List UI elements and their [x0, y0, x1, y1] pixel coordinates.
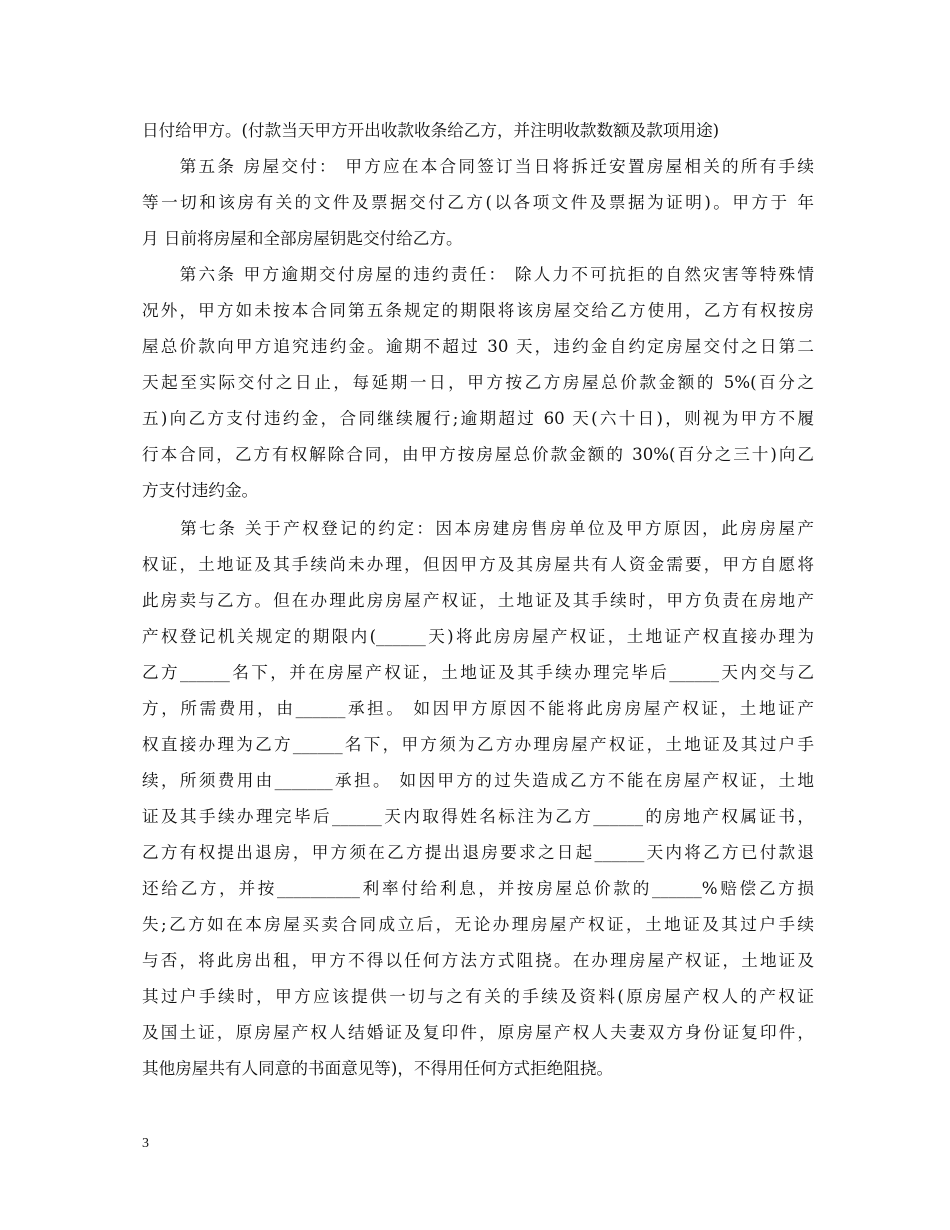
text-line: 日付给甲方。(付款当天甲方开出收款收条给乙方，并注明收款数额及款项用途) — [142, 121, 720, 140]
text-line: 与否，将此房出租，甲方不得以任何方法方式阻挠。在办理房屋产权证，土地证及 — [142, 951, 814, 970]
text-line: 第五条 房屋交付： 甲方应在本合同签订当日将拆迁安置房屋相关的所有手续 — [142, 157, 814, 176]
text-line: 方，所需费用，由______承担。 如因甲方原因不能将此房房屋产权证，土地证产 — [142, 699, 814, 718]
text-line: 失;乙方如在本房屋买卖合同成立后，无论办理房屋产权证，土地证及其过户手续 — [142, 915, 814, 934]
text-line: 其他房屋共有人同意的书面意见等)，不得用任何方式拒绝阻挠。 — [142, 1059, 614, 1078]
text-line: 屋总价款向甲方追究违约金。逾期不超过 30 天，违约金自约定房屋交付之日第二 — [142, 337, 814, 356]
text-line: 行本合同，乙方有权解除合同，由甲方按房屋总价款金额的 30%(百分之三十)向乙 — [142, 445, 814, 464]
text-line: 乙方有权提出退房，甲方须在乙方提出退房要求之日起______天内将乙方已付款退 — [142, 843, 814, 862]
text-line: 天起至实际交付之日止，每延期一日，甲方按乙方房屋总价款金额的 5%(百分之 — [142, 373, 814, 392]
paragraph-article-6-breach — [142, 257, 814, 509]
text-line: 第七条 关于产权登记的约定：因本房建房售房单位及甲方原因，此房房屋产 — [142, 519, 814, 538]
text-line: 权证，土地证及其手续尚未办理，但因甲方及其房屋共有人资金需要，甲方自愿将 — [142, 555, 814, 574]
text-line: 五)向乙方支付违约金，合同继续履行;逾期超过 60 天(六十日)，则视为甲方不履 — [142, 409, 814, 428]
text-line: 等一切和该房有关的文件及票据交付乙方(以各项文件及票据为证明)。甲方于 年 — [142, 193, 814, 212]
text-line: 产权登记机关规定的期限内(______天)将此房房屋产权证，土地证产权直接办理为 — [142, 627, 814, 646]
text-line: 月 日前将房屋和全部房屋钥匙交付给乙方。 — [142, 229, 463, 248]
text-line: 此房卖与乙方。但在办理此房房屋产权证，土地证及其手续时，甲方负责在房地产 — [142, 591, 814, 610]
paragraph-article-5-delivery — [142, 149, 814, 257]
text-line: 及国土证，原房屋产权人结婚证及复印件，原房屋产权人夫妻双方身份证复印件， — [142, 1023, 814, 1042]
text-line: 况外，甲方如未按本合同第五条规定的期限将该房屋交给乙方使用，乙方有权按房 — [142, 301, 814, 320]
paragraph-article-7-property-registration — [142, 511, 814, 1087]
page-number: 3 — [142, 1136, 149, 1151]
text-line: 方支付违约金。 — [142, 481, 259, 500]
text-line: 权直接办理为乙方______名下，甲方须为乙方办理房屋产权证，土地证及其过户手 — [142, 735, 814, 754]
text-line: 续，所须费用由_______承担。 如因甲方的过失造成乙方不能在房屋产权证，土地 — [142, 771, 814, 790]
text-line: 其过户手续时，甲方应该提供一切与之有关的手续及资料(原房屋产权人的产权证 — [142, 987, 814, 1006]
text-line: 证及其手续办理完毕后______天内取得姓名标注为乙方______的房地产权属证书， — [142, 807, 814, 826]
text-line: 第六条 甲方逾期交付房屋的违约责任： 除人力不可抗拒的自然灾害等特殊情 — [142, 265, 814, 284]
document-body — [142, 113, 814, 1087]
paragraph-payment-continuation — [142, 113, 814, 149]
text-line: 乙方______名下，并在房屋产权证，土地证及其手续办理完毕后______天内交与乙 — [142, 663, 814, 682]
text-line: 还给乙方，并按__________利率付给利息，并按房屋总价款的______%赔偿乙方损 — [142, 879, 814, 898]
